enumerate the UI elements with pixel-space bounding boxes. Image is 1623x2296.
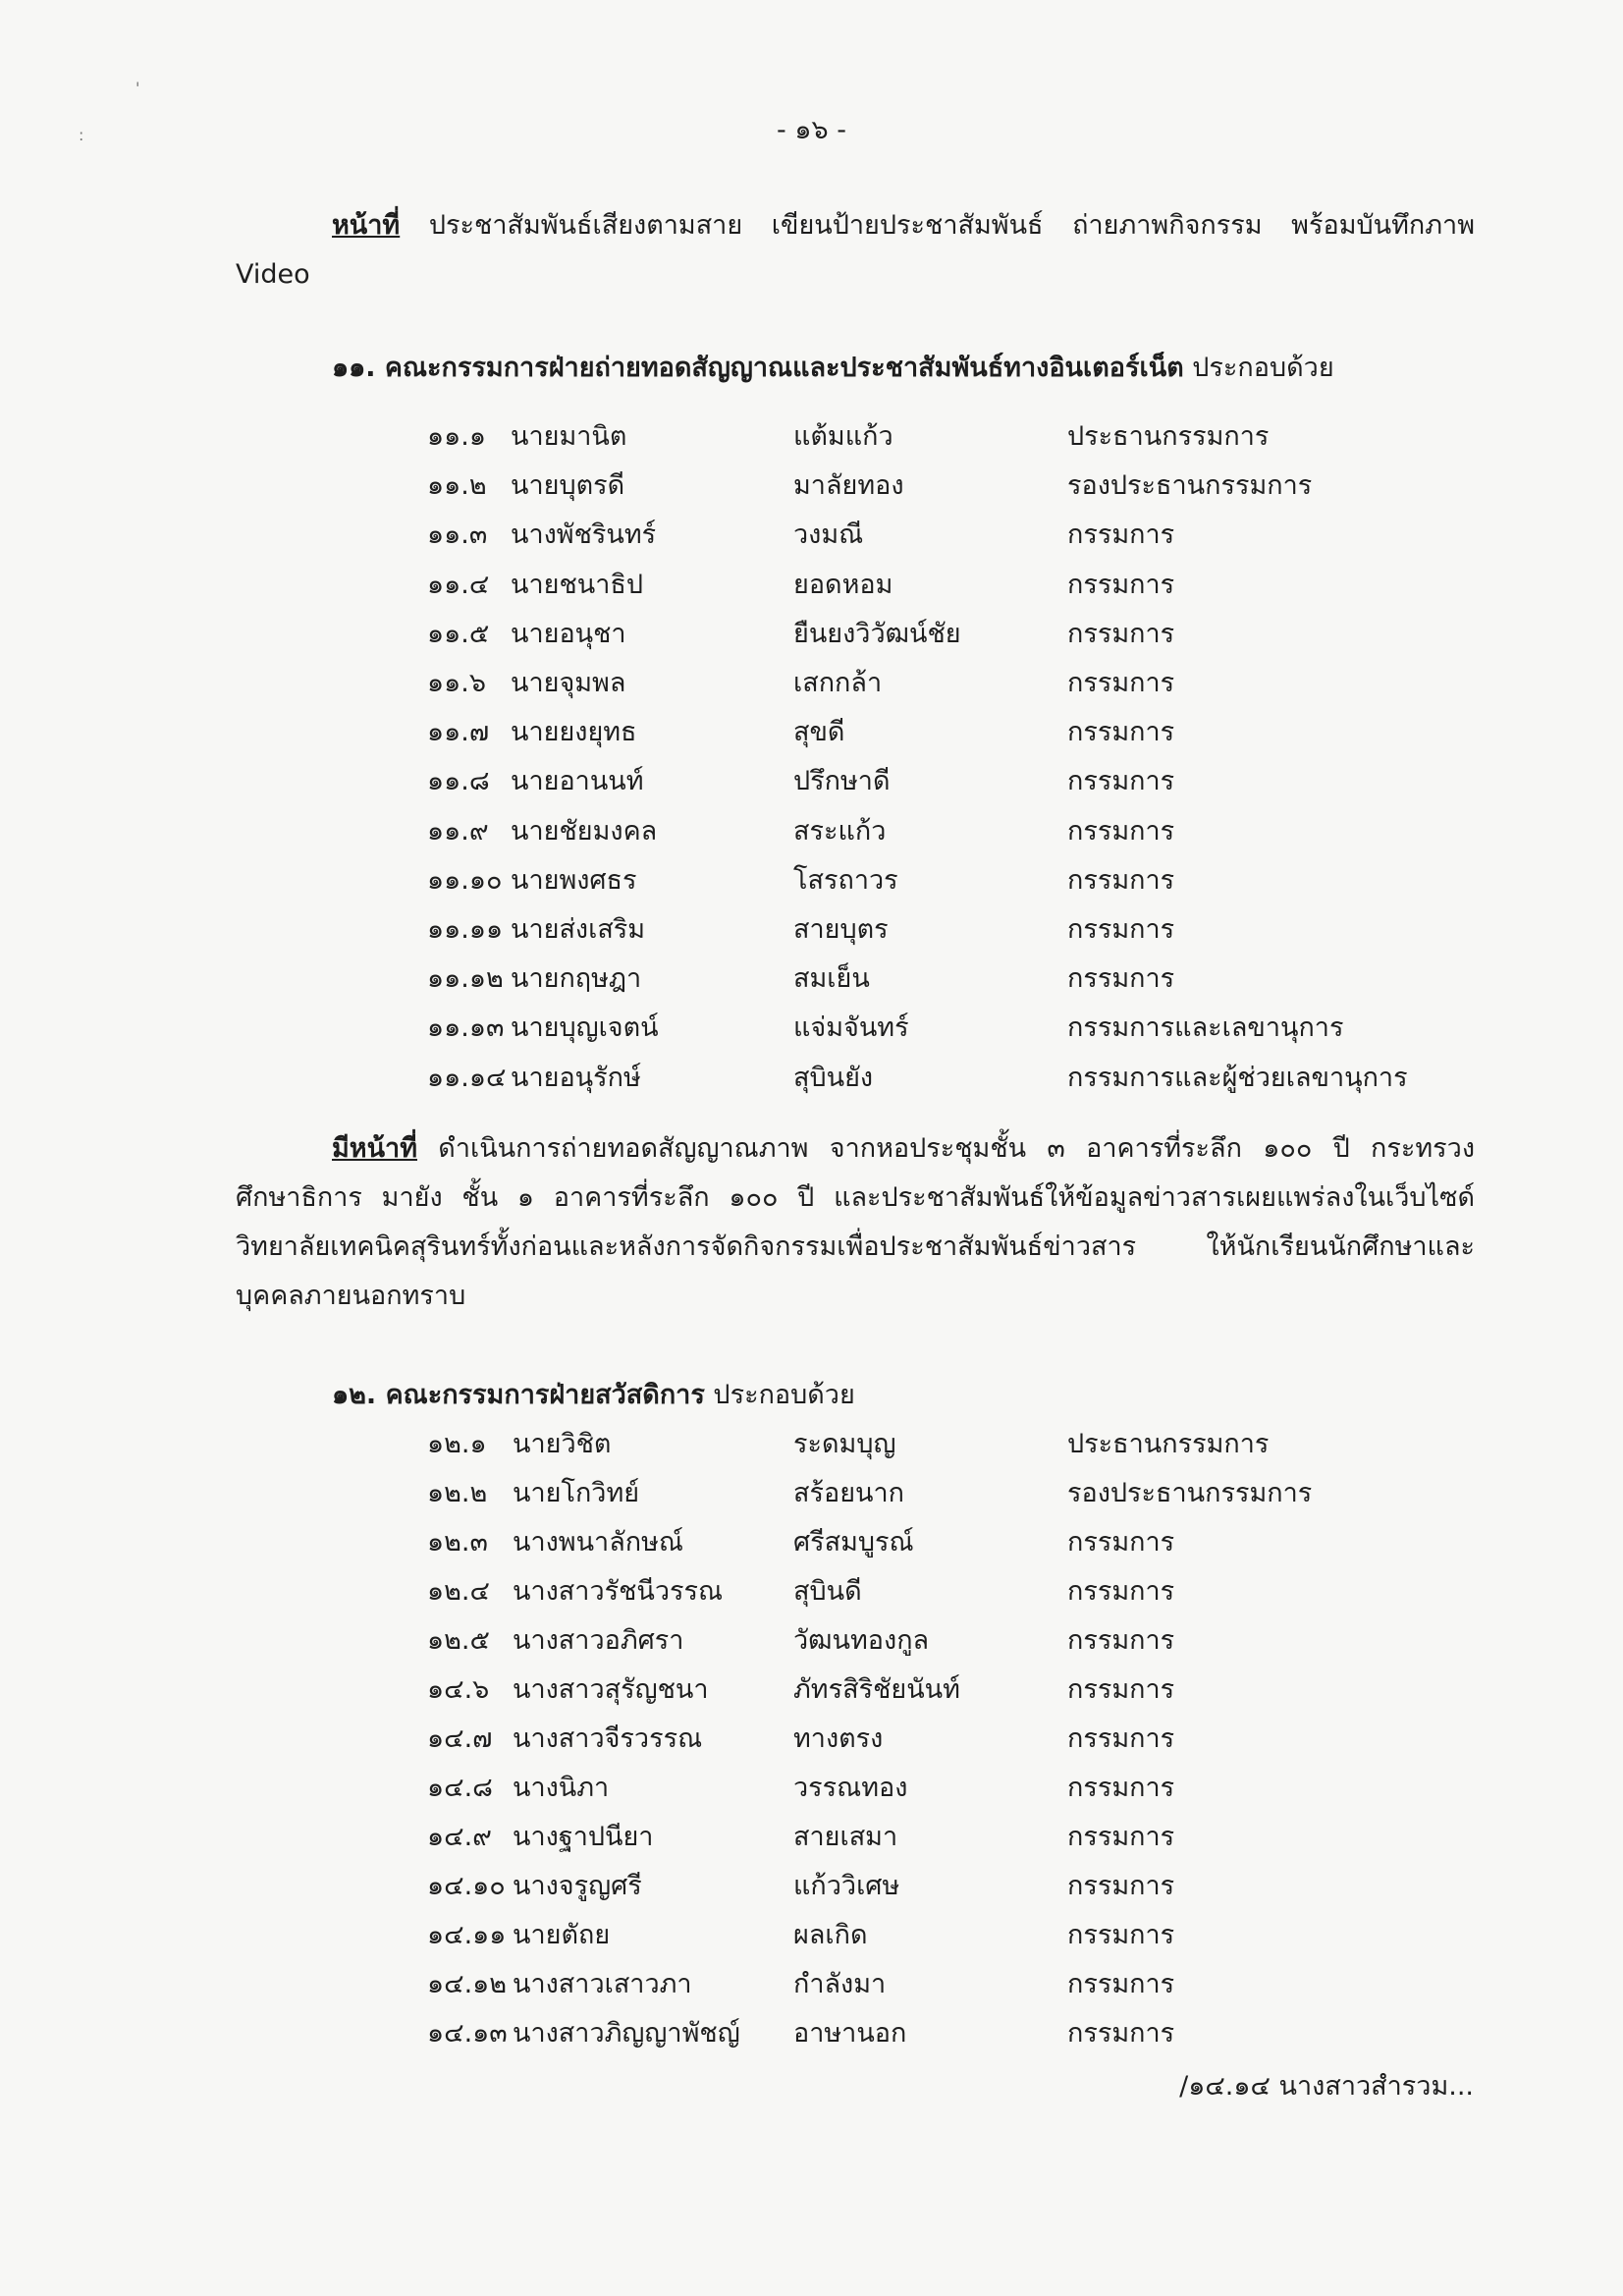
member-first-name: นางสาวภิญญาพัชญ์ (513, 2018, 740, 2049)
member-role: กรรมการ (1067, 1871, 1175, 1901)
section-11-suffix: ประกอบด้วย (1183, 353, 1334, 383)
member-last-name: แต้มแก้ว (793, 421, 893, 452)
member-first-name: นายโกวิทย์ (513, 1478, 640, 1508)
member-number: ๑๔.๑๓ (427, 2018, 508, 2049)
member-number: ๑๑.๙ (427, 815, 489, 847)
member-last-name: กำลังมา (793, 1969, 887, 1999)
member-number: ๑๑.๖ (427, 668, 486, 698)
section-12-heading (332, 1371, 855, 1420)
member-first-name: นางจรูญศรี (513, 1871, 642, 1901)
continuation-note: /๑๔.๑๔ นางสาวสำรวม... (1179, 2071, 1474, 2102)
member-last-name: ทางตรง (793, 1723, 884, 1754)
member-first-name: นางพนาลักษณ์ (513, 1527, 683, 1558)
member-number: ๑๑.๗ (427, 717, 490, 748)
member-first-name: นายกฤษฎา (511, 963, 642, 995)
member-role: กรรมการ (1067, 1576, 1175, 1607)
member-role: กรรมการ (1067, 1527, 1175, 1558)
member-role: กรรมการ (1067, 717, 1175, 748)
member-row (0, 2009, 1623, 2058)
member-role: กรรมการ (1067, 963, 1175, 995)
member-first-name: นายตัถย (513, 1920, 611, 1950)
member-first-name: นางสาวรัชนีวรรณ (513, 1576, 724, 1607)
section-12-suffix: ประกอบด้วย (704, 1380, 855, 1410)
member-first-name: นางสาวเสาวภา (513, 1969, 692, 1999)
member-last-name: ปรึกษาดี (793, 766, 891, 797)
member-number: ๑๑.๑๒ (427, 963, 504, 995)
member-last-name: วัฒนทองกูล (793, 1625, 930, 1656)
member-last-name: สุบินดี (793, 1576, 862, 1607)
member-role: รองประธานกรรมการ (1067, 1478, 1313, 1508)
section-12-title: ๑๒. คณะกรรมการฝ่ายสวัสดิการ (332, 1380, 705, 1410)
member-last-name: ภัทรสิริชัยนันท์ (793, 1674, 960, 1705)
member-role: กรรมการ (1067, 1920, 1175, 1950)
member-row (0, 856, 1623, 905)
member-row (0, 1960, 1623, 2009)
member-first-name: นายส่งเสริม (511, 914, 646, 945)
section-11-heading (332, 344, 1334, 393)
member-first-name: นายชัยมงคล (511, 815, 658, 847)
member-role: กรรมการ (1067, 1625, 1175, 1656)
member-row (0, 462, 1623, 511)
member-row (0, 1054, 1623, 1103)
member-first-name: นายจุมพล (511, 668, 626, 698)
member-number: ๑๔.๗ (427, 1723, 493, 1754)
member-first-name: นางสาวอภิศรา (513, 1625, 684, 1656)
member-number: ๑๔.๑๒ (427, 1969, 508, 1999)
member-number: ๑๔.๙ (427, 1822, 492, 1852)
member-row (0, 1715, 1623, 1764)
member-role: กรรมการ (1067, 1773, 1175, 1803)
member-role: ประธานกรรมการ (1067, 421, 1270, 452)
member-row (0, 1616, 1623, 1666)
member-row (0, 905, 1623, 955)
member-last-name: สระแก้ว (793, 815, 887, 847)
member-last-name: แก้ววิเศษ (793, 1871, 900, 1901)
member-last-name: ผลเกิด (793, 1920, 868, 1950)
member-last-name: โสรถาวร (793, 864, 898, 896)
member-number: ๑๑.๔ (427, 569, 490, 600)
member-last-name: เสกกล้า (793, 668, 883, 698)
member-number: ๑๑.๘ (427, 766, 490, 797)
member-first-name: นางพัชรินทร์ (511, 519, 657, 551)
page-number: - ๑๖ - (777, 115, 846, 145)
member-row (0, 708, 1623, 757)
member-first-name: นางนิภา (513, 1773, 610, 1803)
member-number: ๑๔.๑๑ (427, 1920, 507, 1950)
member-first-name: นายพงศธร (511, 864, 637, 896)
member-last-name: ศรีสมบูรณ์ (793, 1527, 914, 1558)
member-role: กรรมการ (1067, 1723, 1175, 1754)
member-last-name: สุขดี (793, 717, 845, 748)
member-row (0, 757, 1623, 806)
duty-label: หน้าที่ (332, 210, 401, 241)
member-last-name: ยอดหอม (793, 569, 893, 600)
member-role: ประธานกรรมการ (1067, 1429, 1270, 1459)
member-number: ๑๑.๑๑ (427, 914, 504, 945)
member-row (0, 1518, 1623, 1567)
member-row (0, 1666, 1623, 1715)
member-row (0, 955, 1623, 1004)
section-11-duty-label: มีหน้าที่ (332, 1133, 418, 1164)
section-11-title: ๑๑. คณะกรรมการฝ่ายถ่ายทอดสัญญาณและประชาสัมพันธ์ทางอินเตอร์เน็ต (332, 353, 1184, 383)
member-number: ๑๑.๒ (427, 470, 487, 502)
member-number: ๑๑.๕ (427, 618, 490, 649)
member-number: ๑๔.๘ (427, 1773, 493, 1803)
member-row (0, 561, 1623, 610)
member-number: ๑๔.๖ (427, 1674, 490, 1705)
member-role: กรรมการและผู้ช่วยเลขานุการ (1067, 1062, 1408, 1093)
intro-duty-paragraph (236, 201, 1475, 300)
member-row (0, 1764, 1623, 1813)
member-last-name: สุบินยัง (793, 1062, 874, 1093)
member-row (0, 412, 1623, 462)
member-last-name: อาษานอก (793, 2018, 907, 2049)
member-first-name: นายมานิต (511, 421, 627, 452)
member-last-name: สายบุตร (793, 914, 889, 945)
member-number: ๑๒.๓ (427, 1527, 488, 1558)
member-first-name: นางสาวสุรัญชนา (513, 1674, 709, 1705)
member-row (0, 1911, 1623, 1960)
member-row (0, 610, 1623, 659)
member-first-name: นายอนุชา (511, 618, 626, 649)
member-row (0, 1813, 1623, 1862)
member-row (0, 807, 1623, 856)
member-first-name: นายยงยุทธ (511, 717, 637, 748)
member-last-name: สายเสมา (793, 1822, 898, 1852)
member-row (0, 1004, 1623, 1053)
member-role: กรรมการ (1067, 864, 1175, 896)
member-last-name: สมเย็น (793, 963, 870, 995)
member-last-name: ยืนยงวิวัฒน์ชัย (793, 618, 961, 649)
member-number: ๑๑.๑๐ (427, 864, 503, 896)
member-role: กรรมการ (1067, 1822, 1175, 1852)
member-first-name: นายอนุรักษ์ (511, 1062, 641, 1093)
scan-mark: : (79, 126, 84, 144)
duty-text: ประชาสัมพันธ์เสียงตามสาย เขียนป้ายประชาสัมพันธ์ ถ่ายภาพกิจกรรม พร้อมบันทึกภาพ Video (236, 210, 1475, 290)
member-last-name: วงมณี (793, 519, 864, 551)
member-first-name: นายบุญเจตน์ (511, 1012, 659, 1044)
member-row (0, 659, 1623, 708)
member-role: กรรมการ (1067, 618, 1175, 649)
member-row (0, 1420, 1623, 1469)
member-role: กรรมการ (1067, 668, 1175, 698)
member-number: ๑๑.๑ (427, 421, 486, 452)
member-role: กรรมการ (1067, 1969, 1175, 1999)
member-role: กรรมการ (1067, 766, 1175, 797)
member-number: ๑๒.๑ (427, 1429, 487, 1459)
member-number: ๑๒.๕ (427, 1625, 490, 1656)
member-last-name: สร้อยนาก (793, 1478, 904, 1508)
member-role: กรรมการ (1067, 815, 1175, 847)
member-role: กรรมการ (1067, 2018, 1175, 2049)
member-role: กรรมการและเลขานุการ (1067, 1012, 1344, 1044)
section-11-duty-text: ดำเนินการถ่ายทอดสัญญาณภาพ จากหอประชุมชั้น ๓ อาคารที่ระลึก ๑๐๐ ปี กระทรวงศึกษาธิการ มายัง ชั้น ๑ อาคารที่ระลึก ๑๐๐ ปี และประชาสัมพันธ์ให้ข้อมูลข่าวสารเผยแพร่ลงในเว็บไซด์วิทยาลัยเทคนิคสุรินทร์ทั้งก่อนและหลังการจัดกิจกรรมเพื่อประชาสัมพันธ์ข่าวสาร ให้นักเรียนนักศึกษาและบุคคลภายนอกทราบ (236, 1133, 1475, 1311)
member-role: กรรมการ (1067, 1674, 1175, 1705)
member-first-name: นางฐาปนียา (513, 1822, 654, 1852)
member-first-name: นายอานนท์ (511, 766, 644, 797)
member-number: ๑๔.๑๐ (427, 1871, 506, 1901)
member-number: ๑๒.๔ (427, 1576, 490, 1607)
member-first-name: นายบุตรดี (511, 470, 625, 502)
member-last-name: มาลัยทอง (793, 470, 904, 502)
member-number: ๑๑.๑๓ (427, 1012, 505, 1044)
member-last-name: ระดมบุญ (793, 1429, 896, 1459)
member-role: รองประธานกรรมการ (1067, 470, 1313, 502)
member-row (0, 1469, 1623, 1518)
member-role: กรรมการ (1067, 914, 1175, 945)
member-row (0, 511, 1623, 560)
member-number: ๑๑.๑๔ (427, 1062, 507, 1093)
member-row (0, 1862, 1623, 1911)
scan-mark: ' (135, 79, 140, 97)
member-number: ๑๒.๒ (427, 1478, 488, 1508)
member-first-name: นายวิชิต (513, 1429, 612, 1459)
member-last-name: วรรณทอง (793, 1773, 908, 1803)
member-first-name: นายชนาธิป (511, 569, 643, 600)
member-number: ๑๑.๓ (427, 519, 488, 551)
section-11-duty-paragraph (236, 1124, 1475, 1321)
member-first-name: นางสาวจีรวรรณ (513, 1723, 703, 1754)
member-last-name: แจ่มจันทร์ (793, 1012, 909, 1044)
member-row (0, 1567, 1623, 1616)
member-role: กรรมการ (1067, 519, 1175, 551)
member-role: กรรมการ (1067, 569, 1175, 600)
